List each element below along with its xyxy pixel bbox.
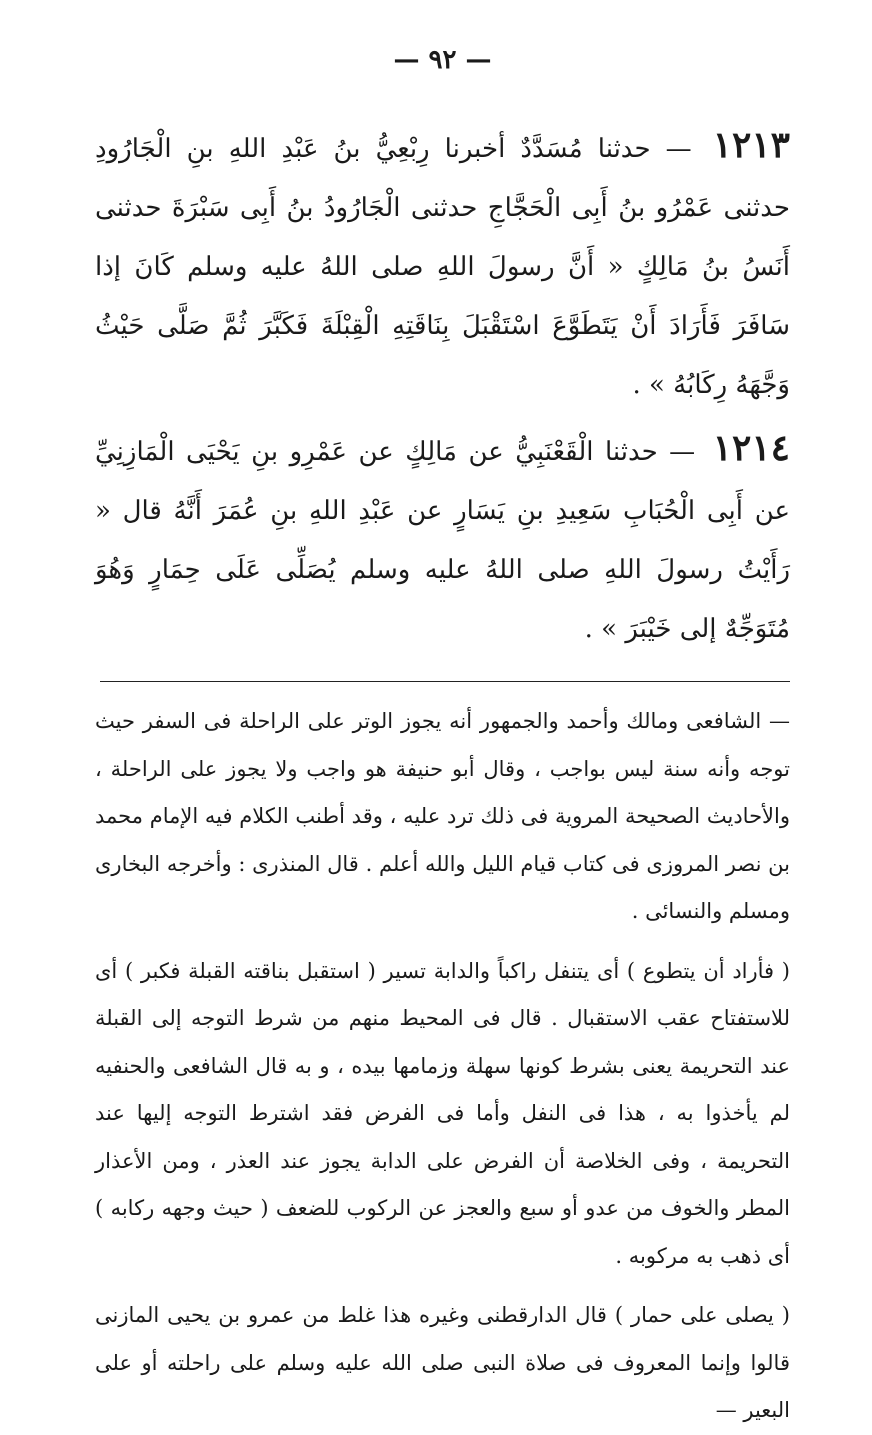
- hadith-1213: [95, 116, 790, 415]
- commentary-paragraph: ( فأراد أن يتطوع ) أى يتنفل راكباً والدابة تسير ( استقبل بناقته القبلة فكبر ) أى للاستفتاح عقب الاستقبال . قال فى المحيط منهم من شرط التوجه إلى القبلة عند التحريمة يعنى بشرط كونها سهلة وزمامها بيده ، و به قال الشافعى والحنفيه لم يأخذوا به ، هذا فى النفل وأما فى الفرض فقد اشترط التوجه إليها عند التحريمة ، وفى الخلاصة أن الفرض على الدابة يجوز عند العذر ، ومن الأعذار المطر والخوف من عدو أو سبع والعجز عن الركوب للضعف ( حيث وجهه ركابه ) أى ذهب به مركوبه .: [95, 958, 790, 1268]
- hadith-number: ١٢١٤: [712, 427, 791, 469]
- commentary-paragraph: — الشافعى ومالك وأحمد والجمهور أنه يجوز الوتر على الراحلة فى السفر حيث توجه وأنه سنة ليس بواجب ، وقال أبو حنيفة هو واجب ولا يجوز على الراحلة ، والأحاديث الصحيحة المروية فى ذلك ترد عليه ، وقد أطنب الكلام فيه الإمام محمد بن نصر المروزى فى كتاب قيام الليل والله أعلم . قال المنذرى : وأخرجه البخارى ومسلم والنسائى .: [95, 709, 790, 923]
- page-number: — ٩٢ —: [393, 45, 492, 75]
- hadith-text: — حدثنا مُسَدَّدٌ أخبرنا رِبْعِيُّ بنُ عَبْدِ اللهِ بنِ الْجَارُودِ حدثنى عَمْرُو بنُ أَبِى الْحَجَّاجِ حدثنى الْجَارُودُ بنُ أَبِى سَبْرَةَ حدثنى أَنَسُ بنُ مَالِكٍ « أَنَّ رسولَ اللهِ صلى اللهُ عليه وسلم كَانَ إذا سَافَرَ فَأَرَادَ أَنْ يَتَطَوَّعَ اسْتَقْبَلَ بِنَاقَتِهِ الْقِبْلَةَ فَكَبَّرَ ثُمَّ صَلَّى حَيْثُ وَجَّهَهُ رِكَابُهُ » .: [95, 134, 790, 400]
- commentary-paragraph: ( يصلى على حمار ) قال الدارقطنى وغيره هذا غلط من عمرو بن يحيى المازنى قالوا وإنما المعروف فى صلاة النبى صلى الله عليه وسلم على راحلته أو على البعير —: [95, 1303, 790, 1422]
- section-divider: [100, 681, 790, 682]
- hadith-section: [95, 116, 790, 659]
- hadith-text: — حدثنا الْقَعْنَبِيُّ عن مَالِكٍ عن عَمْرِو بنِ يَحْيَى الْمَازِنِيِّ عن أَبِى الْحُبَابِ سَعِيدِ بنِ يَسَارٍ عن عَبْدِ اللهِ بنِ عُمَرَ أَنَّهُ قال « رَأَيْتُ رسولَ اللهِ صلى اللهُ عليه وسلم يُصَلِّى عَلَى حِمَارٍ وَهُوَ مُتَوَجِّهٌ إلى خَيْبَرَ » .: [95, 437, 790, 644]
- commentary-section: [95, 698, 790, 1435]
- book-page: [95, 40, 791, 1422]
- hadith-number: ١٢١٣: [712, 124, 791, 166]
- hadith-1214: [95, 419, 790, 659]
